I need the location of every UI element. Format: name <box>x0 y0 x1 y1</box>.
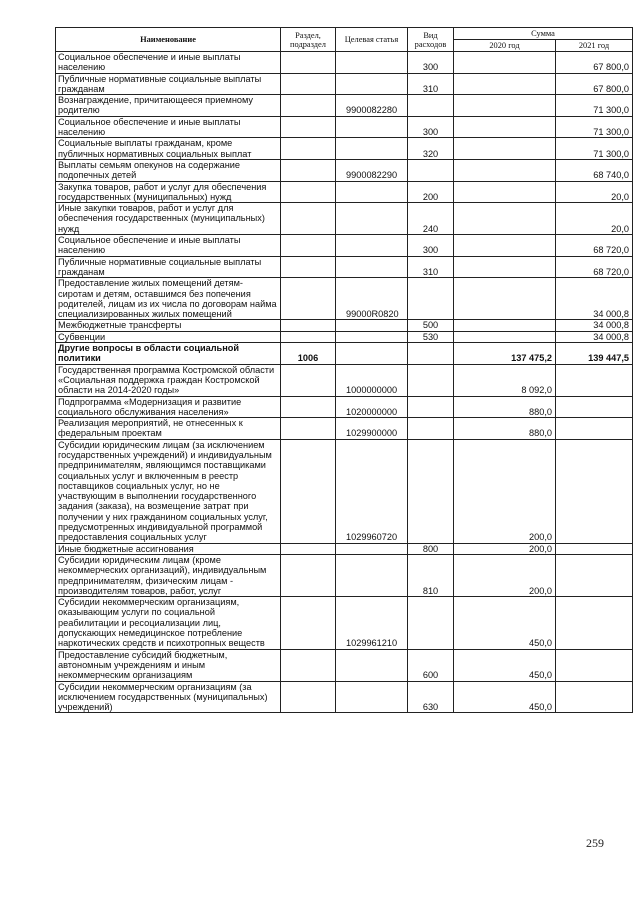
cell-target <box>336 138 408 160</box>
cell-2021: 68 720,0 <box>556 256 633 278</box>
cell-2020 <box>454 116 556 138</box>
cell-2020 <box>454 203 556 235</box>
cell-section <box>281 73 336 95</box>
cell-target: 1020000000 <box>336 396 408 418</box>
cell-section <box>281 396 336 418</box>
cell-section <box>281 95 336 117</box>
cell-target <box>336 235 408 257</box>
cell-name: Предоставление жилых помещений детям-сиротам и детям, оставшимся без попечения родителей, лицам из их числа по договорам найма специализированных жилых помещений <box>56 278 281 320</box>
cell-2021 <box>556 597 633 649</box>
cell-2021 <box>556 649 633 681</box>
table-row <box>56 116 633 138</box>
cell-2021: 34 000,8 <box>556 278 633 320</box>
table-row <box>56 181 633 203</box>
cell-2021: 71 300,0 <box>556 138 633 160</box>
cell-name: Публичные нормативные социальные выплаты гражданам <box>56 256 281 278</box>
table-row <box>56 543 633 554</box>
cell-target <box>336 320 408 331</box>
table-row <box>56 278 633 320</box>
cell-name: Субвенции <box>56 331 281 342</box>
cell-target: 9900082280 <box>336 95 408 117</box>
cell-section <box>281 681 336 713</box>
cell-2021: 20,0 <box>556 203 633 235</box>
cell-2020 <box>454 73 556 95</box>
cell-section: 1006 <box>281 343 336 365</box>
table-row <box>56 203 633 235</box>
cell-type <box>408 343 454 365</box>
page-number: 259 <box>586 836 604 850</box>
cell-2021 <box>556 439 633 543</box>
cell-2020 <box>454 52 556 74</box>
cell-type <box>408 95 454 117</box>
cell-type: 810 <box>408 554 454 596</box>
cell-type <box>408 439 454 543</box>
cell-name: Социальное обеспечение и иные выплаты населению <box>56 116 281 138</box>
cell-2021: 71 300,0 <box>556 95 633 117</box>
header-year-2021: 2021 год <box>556 40 633 52</box>
cell-name: Государственная программа Костромской области «Социальная поддержка граждан Костромской области на 2014-2020 годы» <box>56 364 281 396</box>
cell-target <box>336 343 408 365</box>
cell-type: 600 <box>408 649 454 681</box>
cell-type: 800 <box>408 543 454 554</box>
cell-2021 <box>556 418 633 440</box>
cell-2020: 200,0 <box>454 543 556 554</box>
cell-2021 <box>556 543 633 554</box>
cell-name: Социальное обеспечение и иные выплаты населению <box>56 235 281 257</box>
cell-section <box>281 159 336 181</box>
cell-2021: 34 000,8 <box>556 320 633 331</box>
cell-section <box>281 181 336 203</box>
cell-type <box>408 597 454 649</box>
table-row <box>56 331 633 342</box>
cell-2020: 450,0 <box>454 681 556 713</box>
cell-type: 530 <box>408 331 454 342</box>
cell-type <box>408 278 454 320</box>
cell-name: Субсидии некоммерческим организациям, оказывающим услуги по социальной реабилитации и ресоциализации лиц, допускающих немедицинское потребление наркотических средств и психотропных веществ <box>56 597 281 649</box>
cell-type: 630 <box>408 681 454 713</box>
cell-section <box>281 439 336 543</box>
cell-type: 300 <box>408 52 454 74</box>
cell-section <box>281 554 336 596</box>
cell-name: Субсидии юридическим лицам (за исключением государственных учреждений) и индивидуальным предпринимателям, являющимся поставщиками социальных услуг и включенным в реестр поставщиков социальных услуг, но не участвующим в выполнении государственного задания (заказа), на возмещение затрат при получении у них гражданином социальных услуг, предусмотренных индивидуальной программой предоставления социальных услуг <box>56 439 281 543</box>
table-row <box>56 396 633 418</box>
table-row <box>56 649 633 681</box>
cell-target <box>336 649 408 681</box>
cell-name: Субсидии юридическим лицам (кроме некоммерческих организаций), индивидуальным предпринимателям, физическим лицам - производителям товаров, работ, услуг <box>56 554 281 596</box>
cell-name: Субсидии некоммерческим организациям (за исключением государственных (муниципальных) учреждений) <box>56 681 281 713</box>
cell-2020 <box>454 331 556 342</box>
cell-2020 <box>454 235 556 257</box>
cell-name: Иные закупки товаров, работ и услуг для обеспечения государственных (муниципальных) нужд <box>56 203 281 235</box>
cell-type: 310 <box>408 256 454 278</box>
budget-table <box>55 27 633 713</box>
cell-2020: 880,0 <box>454 418 556 440</box>
cell-section <box>281 543 336 554</box>
cell-target: 1029900000 <box>336 418 408 440</box>
table-row <box>56 439 633 543</box>
table-row <box>56 235 633 257</box>
cell-name: Социальные выплаты гражданам, кроме публичных нормативных социальных выплат <box>56 138 281 160</box>
cell-target: 1000000000 <box>336 364 408 396</box>
table-row <box>56 364 633 396</box>
table-row <box>56 597 633 649</box>
cell-2020: 200,0 <box>454 439 556 543</box>
cell-target: 9900082290 <box>336 159 408 181</box>
cell-name: Публичные нормативные социальные выплаты гражданам <box>56 73 281 95</box>
cell-target <box>336 181 408 203</box>
cell-type: 200 <box>408 181 454 203</box>
cell-name: Межбюджетные трансферты <box>56 320 281 331</box>
cell-type <box>408 418 454 440</box>
cell-name: Реализация мероприятий, не отнесенных к федеральным проектам <box>56 418 281 440</box>
cell-type <box>408 159 454 181</box>
table-row <box>56 343 633 365</box>
table-row <box>56 320 633 331</box>
cell-section <box>281 649 336 681</box>
table-body <box>56 52 633 713</box>
cell-target <box>336 554 408 596</box>
cell-2020 <box>454 159 556 181</box>
cell-section <box>281 116 336 138</box>
cell-2020: 137 475,2 <box>454 343 556 365</box>
cell-target <box>336 203 408 235</box>
cell-target <box>336 681 408 713</box>
table-header <box>56 28 633 52</box>
cell-name: Закупка товаров, работ и услуг для обеспечения государственных (муниципальных) нужд <box>56 181 281 203</box>
cell-section <box>281 203 336 235</box>
cell-name: Вознаграждение, причитающееся приемному родителю <box>56 95 281 117</box>
cell-2020 <box>454 278 556 320</box>
cell-2021: 68 740,0 <box>556 159 633 181</box>
table-row <box>56 681 633 713</box>
cell-section <box>281 256 336 278</box>
table-row <box>56 418 633 440</box>
cell-type <box>408 396 454 418</box>
cell-target: 99000R0820 <box>336 278 408 320</box>
header-year-2020: 2020 год <box>454 40 556 52</box>
cell-type <box>408 364 454 396</box>
cell-name: Иные бюджетные ассигнования <box>56 543 281 554</box>
cell-2021 <box>556 396 633 418</box>
cell-target <box>336 543 408 554</box>
table-row <box>56 52 633 74</box>
table-row <box>56 95 633 117</box>
header-sum: Сумма <box>454 28 633 40</box>
table-row <box>56 73 633 95</box>
cell-2020 <box>454 138 556 160</box>
cell-section <box>281 278 336 320</box>
cell-type: 500 <box>408 320 454 331</box>
cell-target: 1029960720 <box>336 439 408 543</box>
cell-target <box>336 116 408 138</box>
cell-2021 <box>556 554 633 596</box>
cell-2021: 68 720,0 <box>556 235 633 257</box>
cell-name: Социальное обеспечение и иные выплаты населению <box>56 52 281 74</box>
cell-2021 <box>556 364 633 396</box>
table-row <box>56 256 633 278</box>
header-name: Наименование <box>56 28 281 52</box>
cell-2020 <box>454 320 556 331</box>
cell-type: 310 <box>408 73 454 95</box>
cell-section <box>281 597 336 649</box>
cell-2020 <box>454 181 556 203</box>
cell-name: Выплаты семьям опекунов на содержание подопечных детей <box>56 159 281 181</box>
cell-section <box>281 418 336 440</box>
cell-2020 <box>454 256 556 278</box>
table-row <box>56 138 633 160</box>
cell-target: 1029961210 <box>336 597 408 649</box>
cell-section <box>281 364 336 396</box>
cell-type: 320 <box>408 138 454 160</box>
cell-2020: 450,0 <box>454 649 556 681</box>
cell-2021: 139 447,5 <box>556 343 633 365</box>
cell-section <box>281 138 336 160</box>
cell-target <box>336 331 408 342</box>
header-target: Целевая статья <box>336 28 408 52</box>
cell-target <box>336 256 408 278</box>
cell-type: 240 <box>408 203 454 235</box>
cell-target <box>336 73 408 95</box>
cell-type: 300 <box>408 235 454 257</box>
cell-name: Предоставление субсидий бюджетным, автономным учреждениям и иным некоммерческим организациям <box>56 649 281 681</box>
header-section: Раздел, подраздел <box>281 28 336 52</box>
cell-target <box>336 52 408 74</box>
cell-section <box>281 331 336 342</box>
cell-2021 <box>556 681 633 713</box>
cell-2021: 67 800,0 <box>556 73 633 95</box>
cell-2020: 200,0 <box>454 554 556 596</box>
cell-2020: 8 092,0 <box>454 364 556 396</box>
table-row <box>56 159 633 181</box>
cell-2021: 67 800,0 <box>556 52 633 74</box>
cell-2021: 71 300,0 <box>556 116 633 138</box>
cell-2021: 34 000,8 <box>556 331 633 342</box>
cell-name: Другие вопросы в области социальной политики <box>56 343 281 365</box>
cell-2021: 20,0 <box>556 181 633 203</box>
cell-section <box>281 320 336 331</box>
cell-2020 <box>454 95 556 117</box>
cell-section <box>281 52 336 74</box>
cell-type: 300 <box>408 116 454 138</box>
cell-section <box>281 235 336 257</box>
table-row <box>56 554 633 596</box>
cell-2020: 880,0 <box>454 396 556 418</box>
cell-2020: 450,0 <box>454 597 556 649</box>
cell-name: Подпрограмма «Модернизация и развитие социального обслуживания населения» <box>56 396 281 418</box>
header-type: Вид расходов <box>408 28 454 52</box>
